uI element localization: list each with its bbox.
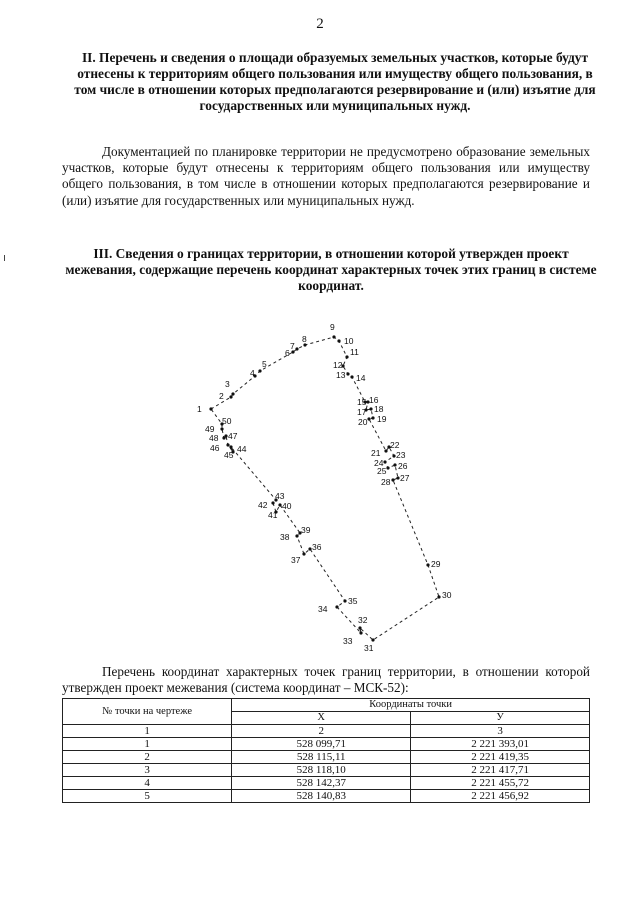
boundary-point-marker (358, 626, 361, 629)
boundary-point-marker (209, 407, 212, 410)
index-cell: 1 (63, 725, 232, 738)
header-point-number: № точки на чертеже (63, 699, 232, 725)
section-2-heading: II. Перечень и сведения о площади образуемых земельных участков, которые будут отнесены к территориям общего пользования или имуществу общего пользования, в том числе в отношении которых предполагаются резервирование и (или) изъятие для государственных или муниципальных нужд. (74, 50, 596, 113)
boundary-point-marker (393, 463, 396, 466)
boundary-point-label: 13 (336, 370, 346, 380)
boundary-point-label: 23 (396, 450, 406, 460)
boundary-point-marker (332, 335, 335, 338)
boundary-point-label: 44 (237, 444, 247, 454)
margin-mark (4, 255, 5, 261)
boundary-point-label: 5 (262, 359, 267, 369)
y-cell: 2 221 393,01 (411, 738, 590, 751)
boundary-point-label: 1 (197, 404, 202, 414)
boundary-point-label: 34 (318, 604, 328, 614)
boundary-point-label: 15 (357, 397, 367, 407)
boundary-point-label: 20 (358, 417, 368, 427)
boundary-point-marker (426, 563, 429, 566)
y-cell: 2 221 456,92 (411, 790, 590, 803)
boundary-point-label: 7 (290, 341, 295, 351)
boundary-point-label: 39 (301, 525, 311, 535)
boundary-point-marker (231, 392, 234, 395)
boundary-point-label: 47 (228, 431, 238, 441)
boundary-point-label: 29 (431, 559, 441, 569)
boundary-point-label: 43 (275, 491, 285, 501)
boundary-point-label: 10 (344, 336, 354, 346)
section-3-paragraph: Перечень координат характерных точек границ территории, в отношении которой утвержден проект межевания (система координат – МСК-52): (62, 664, 590, 696)
boundary-point-label: 41 (268, 510, 278, 520)
boundary-point-marker (371, 638, 374, 641)
boundary-point-marker (343, 599, 346, 602)
boundary-point-label: 26 (398, 461, 408, 471)
boundary-point-label: 22 (390, 440, 400, 450)
boundary-point-label: 12 (333, 360, 343, 370)
boundary-point-marker (220, 427, 223, 430)
boundary-point-label: 33 (343, 636, 353, 646)
table-row (63, 777, 590, 790)
boundary-point-label: 46 (210, 443, 220, 453)
boundary-point-label: 3 (225, 379, 230, 389)
boundary-point-marker (337, 339, 340, 342)
x-cell: 528 115,11 (232, 751, 411, 764)
boundary-line (211, 337, 439, 640)
boundary-point-marker (271, 501, 274, 504)
x-cell: 528 140,83 (232, 790, 411, 803)
boundary-point-marker (384, 449, 387, 452)
boundary-point-label: 48 (209, 433, 219, 443)
boundary-point-label: 11 (350, 347, 359, 357)
boundary-point-marker (226, 443, 229, 446)
boundary-points (197, 322, 452, 653)
boundary-point-label: 40 (282, 501, 292, 511)
section-3-heading: III. Сведения о границах территории, в отношении которой утвержден проект межевания, содержащие перечень координат характерных точек этих границ в системе координат. (65, 246, 597, 293)
boundary-point-marker (371, 416, 374, 419)
boundary-point-label: 14 (356, 373, 366, 383)
point-number-cell: 1 (63, 738, 232, 751)
boundary-point-label: 36 (312, 542, 322, 552)
section-2-paragraph: Документацией по планировке территории не предусмотрено образование земельных участков, которые будут отнесены к территориям общего пользования или имуществу общего пользования, в том числе в отношении которых предполагаются резервирование и (или) изъятие для государственных или муниципальных нужд. (62, 144, 590, 208)
boundary-point-label: 28 (381, 477, 391, 487)
y-cell: 2 221 417,71 (411, 764, 590, 777)
index-cell: 2 (232, 725, 411, 738)
boundary-point-marker (345, 355, 348, 358)
boundary-point-label: 35 (348, 596, 358, 606)
point-number-cell: 2 (63, 751, 232, 764)
boundary-point-marker (258, 369, 261, 372)
boundary-point-label: 42 (258, 500, 268, 510)
boundary-point-label: 2 (219, 391, 224, 401)
boundary-point-label: 50 (222, 416, 232, 426)
boundary-point-label: 17 (357, 407, 367, 417)
table-row (63, 751, 590, 764)
boundary-point-marker (386, 466, 389, 469)
boundary-point-label: 31 (364, 643, 374, 653)
boundary-point-marker (229, 395, 232, 398)
table-row (63, 764, 590, 777)
x-cell: 528 118,10 (232, 764, 411, 777)
boundary-point-marker (391, 478, 394, 481)
header-y: У (411, 712, 590, 725)
boundary-point-label: 16 (369, 395, 379, 405)
y-cell: 2 221 419,35 (411, 751, 590, 764)
boundary-point-label: 32 (358, 615, 368, 625)
point-number-cell: 5 (63, 790, 232, 803)
page-number: 2 (316, 16, 324, 32)
boundary-point-marker (367, 417, 370, 420)
boundary-point-label: 19 (377, 414, 387, 424)
boundary-point-marker (335, 605, 338, 608)
boundary-point-marker (369, 407, 372, 410)
boundary-point-label: 9 (330, 322, 335, 332)
index-row (63, 725, 590, 738)
index-cell: 3 (411, 725, 590, 738)
boundary-point-label: 38 (280, 532, 290, 542)
boundary-point-marker (295, 347, 298, 350)
boundary-point-label: 6 (285, 348, 290, 358)
boundary-point-label: 18 (374, 404, 384, 414)
x-cell: 528 099,71 (232, 738, 411, 751)
boundary-diagram (0, 312, 640, 664)
boundary-point-label: 4 (250, 368, 255, 378)
boundary-point-marker (383, 460, 386, 463)
boundary-point-marker (346, 372, 349, 375)
point-number-cell: 3 (63, 764, 232, 777)
boundary-point-marker (359, 631, 362, 634)
point-number-cell: 4 (63, 777, 232, 790)
boundary-point-marker (229, 445, 232, 448)
boundary-point-marker (437, 595, 440, 598)
boundary-point-label: 49 (205, 424, 215, 434)
table-row (63, 738, 590, 751)
boundary-point-marker (222, 436, 225, 439)
boundary-point-label: 21 (371, 448, 381, 458)
boundary-point-label: 45 (224, 450, 234, 460)
boundary-point-marker (295, 534, 298, 537)
boundary-point-label: 25 (377, 466, 387, 476)
coordinates-table (62, 698, 590, 803)
x-cell: 528 142,37 (232, 777, 411, 790)
boundary-point-label: 27 (400, 473, 410, 483)
table-row (63, 790, 590, 803)
boundary-point-label: 37 (291, 555, 301, 565)
boundary-point-marker (302, 552, 305, 555)
boundary-point-label: 30 (442, 590, 452, 600)
boundary-point-label: 24 (374, 458, 384, 468)
boundary-point-marker (350, 375, 353, 378)
header-x: X (232, 712, 411, 725)
boundary-point-label: 8 (302, 334, 307, 344)
header-coordinates: Координаты точки (232, 699, 590, 712)
y-cell: 2 221 455,72 (411, 777, 590, 790)
